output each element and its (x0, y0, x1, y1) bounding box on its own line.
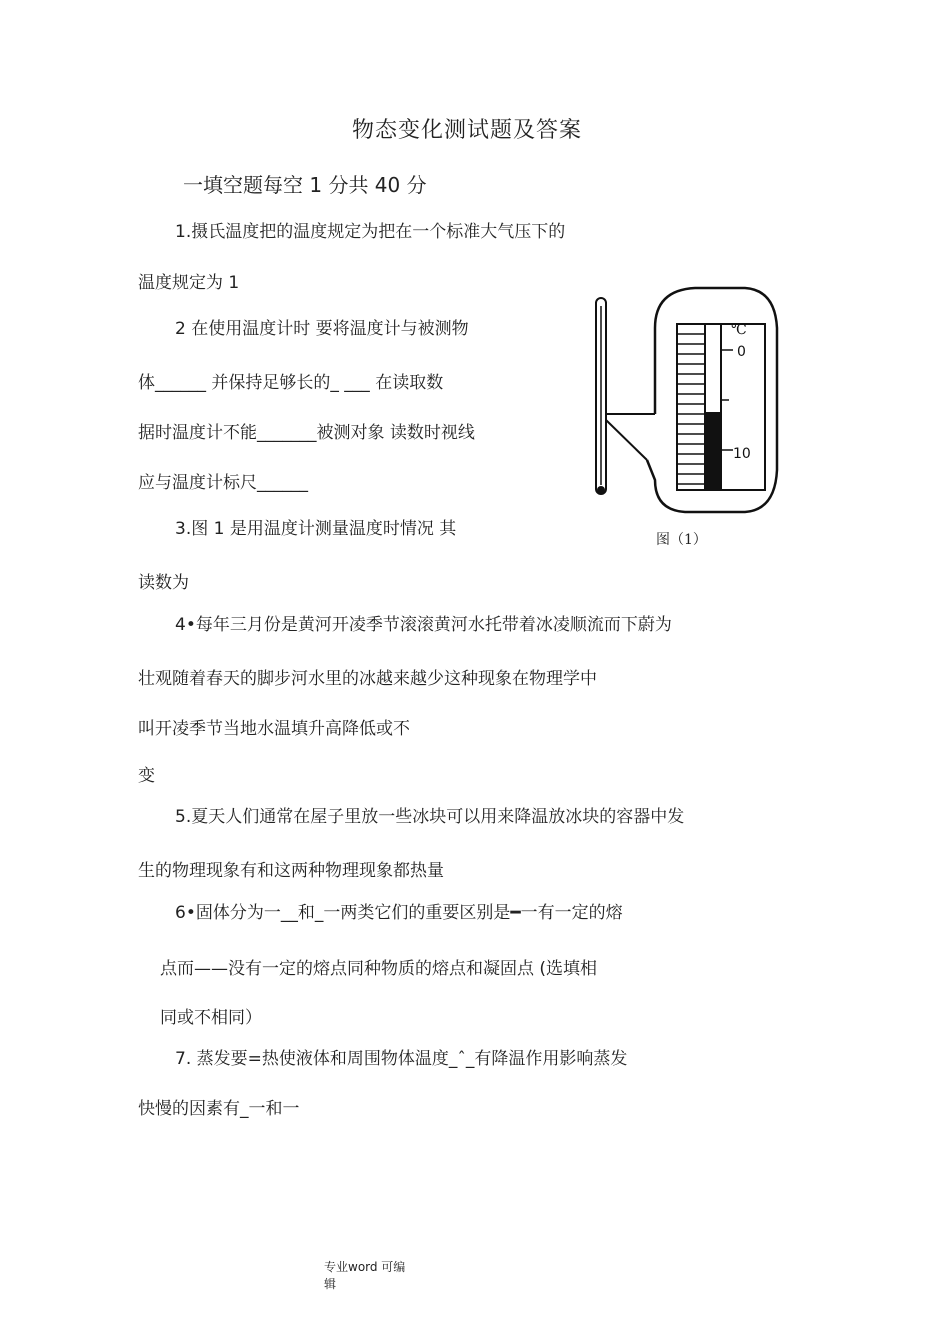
unit-label: ℃ (731, 322, 747, 338)
question-3-line-2: 读数为 (138, 573, 189, 593)
footer-text-line-1: 专业word 可编 (324, 1260, 406, 1274)
tick-label-ten: 10 (733, 446, 751, 462)
thermometer-figure (585, 280, 785, 530)
question-6-line-2: 点而——没有一定的熔点同种物质的熔点和凝固点 (选填相 (160, 959, 598, 979)
question-2-line-1: 2 在使用温度计时 要将温度计与被测物 (175, 319, 469, 339)
footer-text-line-2: 辑 (324, 1277, 337, 1291)
question-6-line-1: 6•固体分为一__和_一两类它们的重要区别是━一有一定的熔 (175, 903, 623, 923)
question-2-line-3: 据时温度计不能_______被测对象 读数时视线 (138, 423, 475, 443)
thermometer-drawing (585, 280, 785, 530)
question-1-line-2: 温度规定为 1 (138, 273, 240, 293)
question-4-line-2: 壮观随着春天的脚步河水里的冰越来越少这种现象在物理学中 (138, 669, 597, 689)
section-heading: 一填空题每空 1 分共 40 分 (183, 173, 427, 197)
figure-caption: 图（1） (656, 532, 707, 548)
question-2-line-2: 体______ 并保持足够长的_ ___ 在读取数 (138, 373, 444, 393)
question-4-line-4: 变 (138, 766, 155, 786)
question-4-line-1: 4•每年三月份是黄河开凌季节滚滚黄河水托带着冰凌顺流而下蔚为 (175, 615, 672, 635)
question-1-line-1: 1.摄氏温度把的温度规定为把在一个标准大气压下的 (175, 222, 566, 242)
question-6-line-3: 同或不相同） (160, 1008, 262, 1028)
tick-label-zero: 0 (737, 344, 746, 360)
question-5-line-2: 生的物理现象有和这两种物理现象都热量 (138, 861, 444, 881)
question-5-line-1: 5.夏天人们通常在屋子里放一些冰块可以用来降温放冰块的容器中发 (175, 807, 685, 827)
question-4-line-3: 叫开凌季节当地水温填升高降低或不 (138, 719, 410, 739)
question-3-line-1: 3.图 1 是用温度计测量温度时情况 其 (175, 519, 457, 539)
question-7-line-2: 快慢的因素有_一和一 (138, 1099, 300, 1119)
question-2-line-4: 应与温度计标尺______ (138, 473, 308, 493)
page-title: 物态变化测试题及答案 (352, 118, 583, 143)
question-7-line-1: 7. 蒸发要=热使液体和周围物体温度_ˆ_有降温作用影响蒸发 (175, 1049, 628, 1069)
